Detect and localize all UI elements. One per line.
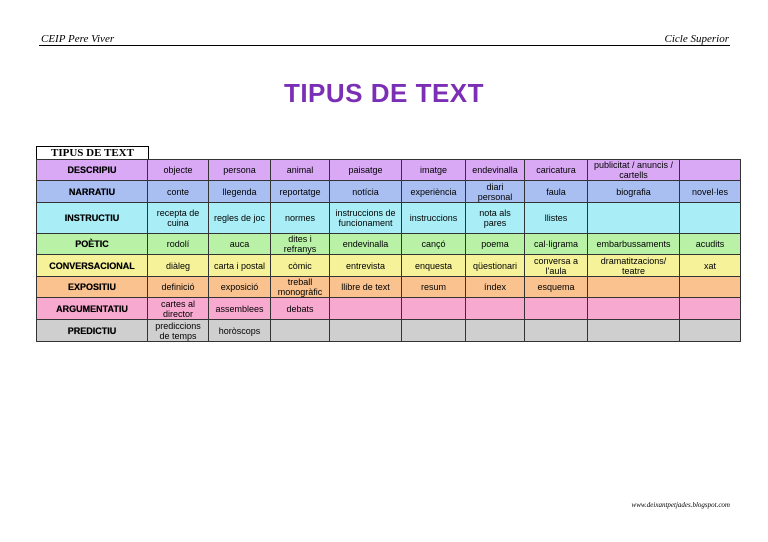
table-row bbox=[37, 181, 741, 203]
table-cell: poema bbox=[466, 234, 525, 255]
table-cell: diàleg bbox=[148, 255, 209, 277]
table-cell bbox=[330, 320, 402, 342]
table-cell: horòscops bbox=[209, 320, 271, 342]
table-cell: acudits bbox=[680, 234, 741, 255]
table-cell bbox=[680, 320, 741, 342]
table-cell: imatge bbox=[402, 160, 466, 181]
table-cell: endevinalla bbox=[466, 160, 525, 181]
table-cell: carta i postal bbox=[209, 255, 271, 277]
table-cell: auca bbox=[209, 234, 271, 255]
table-cell: recepta de cuina bbox=[148, 203, 209, 234]
table-cell: faula bbox=[525, 181, 588, 203]
table-cell bbox=[466, 298, 525, 320]
table-cell: assemblees bbox=[209, 298, 271, 320]
row-label: POÈTIC bbox=[37, 234, 148, 255]
table-cell bbox=[402, 298, 466, 320]
table-cell: biografia bbox=[588, 181, 680, 203]
table-cell: instruccions de funcionament bbox=[330, 203, 402, 234]
table-cell bbox=[588, 203, 680, 234]
table-cell: entrevista bbox=[330, 255, 402, 277]
table-cell: publicitat / anuncis / cartells bbox=[588, 160, 680, 181]
row-label: NARRATIU bbox=[37, 181, 148, 203]
table-cell bbox=[330, 298, 402, 320]
table-cell: normes bbox=[271, 203, 330, 234]
table-cell: embarbussaments bbox=[588, 234, 680, 255]
table-row bbox=[37, 160, 741, 181]
table-row bbox=[37, 234, 741, 255]
table-cell: llistes bbox=[525, 203, 588, 234]
table-cell: debats bbox=[271, 298, 330, 320]
table-cell: rodolí bbox=[148, 234, 209, 255]
table-caption: TIPUS DE TEXT bbox=[36, 146, 149, 160]
table-cell: paisatge bbox=[330, 160, 402, 181]
table-cell bbox=[525, 320, 588, 342]
table-cell: instruccions bbox=[402, 203, 466, 234]
table-cell: conte bbox=[148, 181, 209, 203]
table-cell: reportatge bbox=[271, 181, 330, 203]
table-cell: enquesta bbox=[402, 255, 466, 277]
table-cell: esquema bbox=[525, 277, 588, 298]
table-cell: treball monogràfic bbox=[271, 277, 330, 298]
table-cell bbox=[525, 298, 588, 320]
header-school: CEIP Pere Viver bbox=[41, 33, 115, 45]
table-cell: qüestionari bbox=[466, 255, 525, 277]
table-cell: conversa a l'aula bbox=[525, 255, 588, 277]
table-row bbox=[37, 277, 741, 298]
table-cell: cartes al director bbox=[148, 298, 209, 320]
table-cell: objecte bbox=[148, 160, 209, 181]
table-cell bbox=[588, 320, 680, 342]
header-divider bbox=[39, 45, 730, 46]
table-cell: novel·les bbox=[680, 181, 741, 203]
table-cell: dites i refranys bbox=[271, 234, 330, 255]
table-cell: resum bbox=[402, 277, 466, 298]
table-cell: definició bbox=[148, 277, 209, 298]
table-cell: notícia bbox=[330, 181, 402, 203]
table-cell bbox=[680, 203, 741, 234]
table-cell: llibre de text bbox=[330, 277, 402, 298]
table-cell bbox=[680, 160, 741, 181]
table-cell: animal bbox=[271, 160, 330, 181]
row-label: ARGUMENTATIU bbox=[37, 298, 148, 320]
text-types-table bbox=[36, 159, 741, 342]
table-cell: cal·ligrama bbox=[525, 234, 588, 255]
row-label: INSTRUCTIU bbox=[37, 203, 148, 234]
row-label: EXPOSITIU bbox=[37, 277, 148, 298]
table-body bbox=[37, 160, 741, 342]
table-cell: caricatura bbox=[525, 160, 588, 181]
table-cell bbox=[588, 277, 680, 298]
row-label: DESCRIPIU bbox=[37, 160, 148, 181]
table-cell: nota als pares bbox=[466, 203, 525, 234]
table-cell bbox=[466, 320, 525, 342]
table-row bbox=[37, 203, 741, 234]
table-cell: prediccions de temps bbox=[148, 320, 209, 342]
footer-url: www.deixantpetjades.blogspot.com bbox=[631, 501, 730, 509]
table-cell: dramatitzacions/ teatre bbox=[588, 255, 680, 277]
table-cell bbox=[680, 298, 741, 320]
table-cell bbox=[271, 320, 330, 342]
table-cell: exposició bbox=[209, 277, 271, 298]
table-cell: experiència bbox=[402, 181, 466, 203]
table-cell bbox=[402, 320, 466, 342]
table-cell: endevinalla bbox=[330, 234, 402, 255]
table-cell: índex bbox=[466, 277, 525, 298]
table-cell: llegenda bbox=[209, 181, 271, 203]
table-cell bbox=[588, 298, 680, 320]
table-row bbox=[37, 298, 741, 320]
table-cell: cançó bbox=[402, 234, 466, 255]
row-label: PREDICTIU bbox=[37, 320, 148, 342]
table-cell: xat bbox=[680, 255, 741, 277]
row-label: CONVERSACIONAL bbox=[37, 255, 148, 277]
table-cell: regles de joc bbox=[209, 203, 271, 234]
table-row bbox=[37, 320, 741, 342]
table-row bbox=[37, 255, 741, 277]
page-title: TIPUS DE TEXT bbox=[283, 78, 485, 108]
table-cell: còmic bbox=[271, 255, 330, 277]
table-cell bbox=[680, 277, 741, 298]
table-cell: persona bbox=[209, 160, 271, 181]
table-cell: diari personal bbox=[466, 181, 525, 203]
header-cycle: Cicle Superior bbox=[664, 33, 729, 45]
